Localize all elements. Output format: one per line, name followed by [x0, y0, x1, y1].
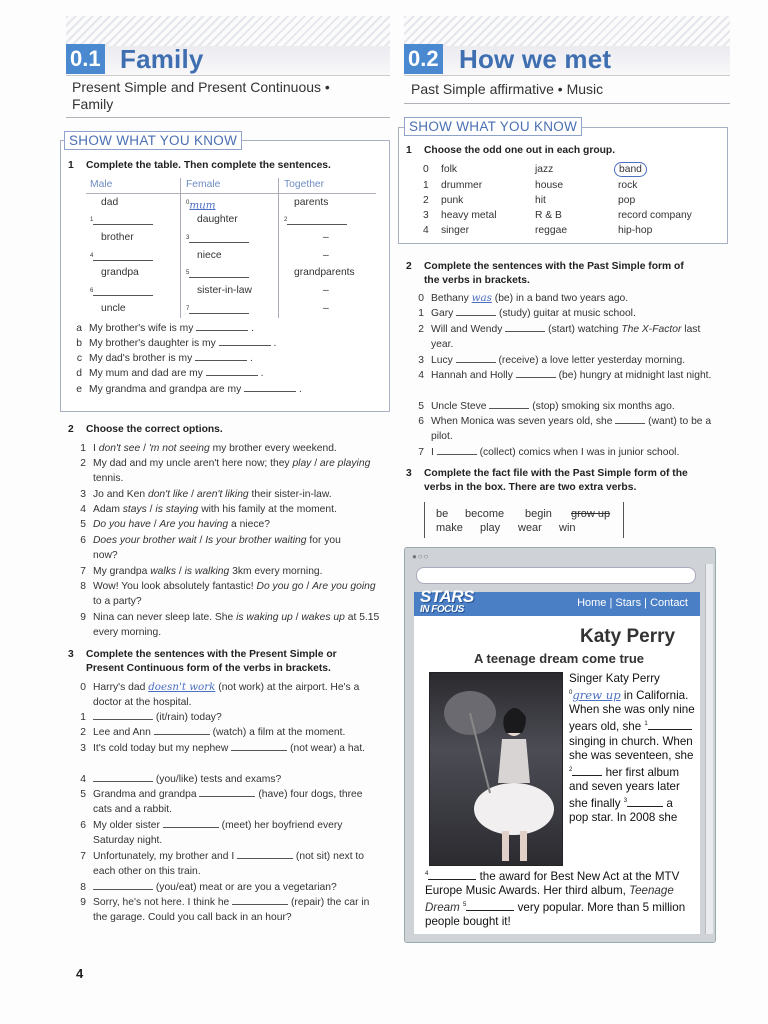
exercise-item: 4 Hannah and Holly (be) hungry at midnight last night.: [418, 370, 712, 381]
table-cell: –: [323, 250, 329, 261]
header-stripe: [404, 16, 730, 46]
exercise-item: 2 Lee and Ann (watch) a film at the moment.: [80, 727, 346, 738]
article-subtitle: A teenage dream come true: [474, 651, 645, 666]
table-header-male: Male: [90, 179, 113, 190]
sentence-item: c My dad's brother is my .: [76, 353, 253, 364]
table-header-rule: [86, 193, 376, 194]
table-cell: 4: [90, 249, 153, 266]
odd-one-out-row: 0: [423, 164, 429, 175]
exercise-item: 2 Will and Wendy (start) watching The X-Factor last year.: [418, 324, 701, 351]
site-nav-links: Home | Stars | Contact: [577, 597, 688, 609]
option: R & B: [535, 210, 562, 221]
exercise-number: 1: [68, 160, 74, 171]
show-what-you-know-label: SHOW WHAT YOU KNOW: [404, 117, 582, 136]
option: singer: [441, 225, 470, 236]
table-cell: $^0$mum: [186, 199, 216, 212]
verb: become: [465, 508, 505, 520]
sentence-item: b My brother's daughter is my .: [76, 338, 277, 349]
window-controls-icon: ●○○: [412, 552, 430, 561]
unit-title: Family: [120, 44, 204, 74]
option: drummer: [441, 180, 483, 191]
table-cell: 6: [90, 284, 153, 301]
table-cell: 7: [186, 302, 249, 319]
page-number: 4: [76, 966, 84, 981]
table-header-together: Together: [284, 179, 325, 190]
handwritten-answer: grew up: [572, 688, 621, 703]
nav-home: Home: [577, 597, 607, 609]
exercise-item: 8 (you/eat) meat or are you a vegetarian?: [80, 882, 337, 893]
article-text: $^4$ the award for Best New Act at the MTV Europe Music Awards. Her third album, Teenage Dream $^5$ very popular. More than 5 million people bought it!: [425, 869, 686, 929]
scrollbar: [705, 564, 713, 934]
exercise-item: 1 I don't see / 'm not seeing my brother every weekend.: [80, 443, 337, 454]
site-nav-bar: [414, 587, 700, 616]
header-stripe: [66, 16, 390, 46]
exercise-3-instruction: 3 Complete the fact file with the Past Simple form of the verbs in the box. There are two extra verbs.: [406, 468, 688, 493]
sentence-item: a My brother's wife is my .: [76, 323, 254, 334]
instruction-text: Complete the table. Then complete the sentences.: [86, 160, 331, 171]
table-header-female: Female: [186, 179, 221, 190]
table-cell: daughter: [197, 214, 238, 225]
verb: make: [436, 522, 463, 534]
exercise-item: 6 When Monica was seven years old, she (want) to be a pilot.: [418, 416, 712, 443]
divider: [66, 117, 390, 118]
unit-title: How we met: [459, 44, 612, 74]
divider: [404, 103, 730, 104]
article-content: [414, 616, 700, 934]
exercise-1-instruction: [68, 159, 388, 173]
exercise-item: 1 Gary (study) guitar at music school.: [418, 308, 636, 319]
table-cell: sister-in-law: [197, 285, 252, 296]
unit-subtitle-line2: Family: [72, 96, 114, 112]
exercise-item: 8 Wow! You look absolutely fantastic! Do you go / Are you going to a party?: [80, 581, 376, 608]
exercise-item: 6 My older sister (meet) her boyfriend every Saturday night.: [80, 820, 343, 847]
table-cell: parents: [294, 197, 329, 208]
option: heavy metal: [441, 210, 497, 221]
odd-one-out-row: 2: [423, 195, 429, 206]
option: jazz: [535, 164, 554, 175]
option: hip-hop: [618, 225, 653, 236]
exercise-item: 7 Unfortunately, my brother and I (not sit) next to each other on this train.: [80, 851, 365, 878]
table-cell: –: [323, 303, 329, 314]
table-column-divider: [180, 178, 181, 318]
exercise-item: 9 Nina can never sleep late. She is waking up / wakes up at 5.15 every morning.: [80, 612, 380, 639]
option-circled: band: [614, 162, 647, 177]
exercise-2-instruction: 2 Choose the correct options.: [68, 424, 223, 435]
verb: wear: [518, 522, 542, 534]
person-photo-icon: [429, 672, 563, 866]
exercise-item: 5 Do you have / Are you having a niece?: [80, 519, 270, 530]
table-cell: uncle: [101, 303, 126, 314]
nav-stars: Stars: [615, 597, 642, 609]
option: rock: [618, 180, 638, 191]
table-cell: brother: [101, 232, 134, 243]
verb-crossed: grow up: [571, 508, 611, 520]
table-cell: niece: [197, 250, 222, 261]
exercise-item: 3 It's cold today but my nephew (not wear) a hat.: [80, 743, 366, 754]
verb: win: [559, 522, 576, 534]
exercise-item: 0 Harry's dad doesn't work (not work) at the airport. He's a doctor at the hospital.: [80, 681, 360, 709]
show-what-you-know-label: SHOW WHAT YOU KNOW: [64, 131, 242, 150]
option: folk: [441, 164, 458, 175]
exercise-item: 2 My dad and my uncle aren't here now; they play / are playing tennis.: [80, 458, 371, 485]
unit-badge: 0.1: [66, 44, 105, 74]
unit-subtitle-line1: Present Simple and Present Continuous •: [72, 79, 330, 95]
address-bar: [416, 567, 696, 584]
sentence-item: e My grandma and grandpa are my .: [76, 384, 302, 395]
exercise-2-instruction: 2 Complete the sentences with the Past Simple form of the verbs in brackets.: [406, 261, 684, 286]
site-logo: STARS IN FOCUS: [420, 587, 474, 615]
exercise-item: 5 Uncle Steve (stop) smoking six months ago.: [418, 401, 675, 412]
table-cell: grandpa: [101, 267, 139, 278]
handwritten-answer: mum: [189, 199, 216, 212]
table-cell: 1: [90, 213, 153, 230]
odd-one-out-row: 1: [423, 180, 429, 191]
odd-one-out-row: 3: [423, 210, 429, 221]
unit-badge: 0.2: [404, 44, 443, 74]
browser-window: [404, 547, 716, 943]
nav-contact: Contact: [650, 597, 688, 609]
exercise-item: 3 Lucy (receive) a love letter yesterday morning.: [418, 355, 686, 366]
table-column-divider: [278, 178, 279, 318]
verb: begin: [525, 508, 552, 520]
option: house: [535, 180, 564, 191]
table-cell: –: [323, 232, 329, 243]
option: record company: [618, 210, 692, 221]
unit-subtitle: Past Simple affirmative • Music: [411, 81, 604, 97]
verb: play: [480, 522, 501, 534]
exercise-item: 7 I (collect) comics when I was in junior school.: [418, 447, 680, 458]
verb: be: [436, 508, 449, 520]
sentence-item: d My mum and dad are my .: [76, 368, 264, 379]
table-cell: grandparents: [294, 267, 355, 278]
exercise-item: 3 Jo and Ken don't like / aren't liking their sister-in-law.: [80, 489, 332, 500]
option: reggae: [535, 225, 568, 236]
table-cell: 5: [186, 266, 249, 283]
option: pop: [618, 195, 636, 206]
table-cell: 3: [186, 231, 249, 248]
exercise-item: 1 (it/rain) today?: [80, 712, 222, 723]
table-cell: 2: [284, 213, 347, 230]
table-cell: –: [323, 285, 329, 296]
exercise-item: 7 My grandpa walks / is walking 3km every morning.: [80, 566, 323, 577]
option: hit: [535, 195, 546, 206]
exercise-item: 6 Does your brother wait / Is your brother waiting for you now?: [80, 535, 341, 562]
odd-one-out-row: 4: [423, 225, 429, 236]
exercise-item: 4 Adam stays / is staying with his family at the moment.: [80, 504, 337, 515]
exercise-item: 9 Sorry, he's not here. I think he (repair) the car in the garage. Could you call back in an hour?: [80, 897, 370, 924]
article-text: Singer Katy Perry $^0$grew up in California. When she was only nine years old, she $^1$ singing in church. When she was seventeen, she $^2$ her first album and seven years later she finally $^3$ a pop star. In 2008 she: [569, 672, 695, 825]
exercise-item: 4 (you/like) tests and exams?: [80, 774, 282, 785]
table-cell: dad: [101, 197, 119, 208]
exercise-1-instruction: 1 Choose the odd one out in each group.: [406, 145, 616, 156]
exercise-item: 0 Bethany was (be) in a band two years ago.: [418, 292, 629, 304]
header-banner: [66, 46, 390, 76]
exercise-3-instruction: 3 Complete the sentences with the Present Simple or Present Continuous form of the verbs in brackets.: [68, 649, 337, 674]
article-title: Katy Perry: [580, 626, 676, 647]
option: punk: [441, 195, 464, 206]
exercise-item: 5 Grandma and grandpa (have) four dogs, three cats and a rabbit.: [80, 789, 363, 816]
